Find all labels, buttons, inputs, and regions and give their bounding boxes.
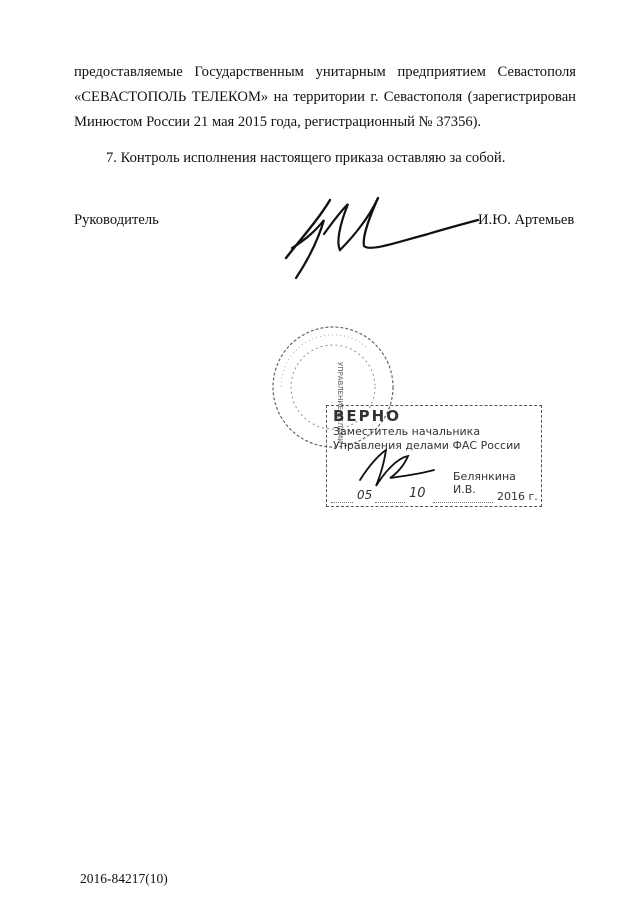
stamp-dotted-line [433, 502, 493, 503]
stamp-year: 2016 г. [497, 490, 538, 503]
item-7-text: 7. Контроль исполнения настоящего приказа оставляю за собой. [106, 150, 506, 166]
stamp-position-line2: Управления делами ФАС России [333, 439, 521, 452]
paragraph-item-7 [106, 146, 576, 171]
stamp-position-line1: Заместитель начальника [333, 425, 481, 438]
stamp-dotted-line [331, 502, 353, 503]
signature-image [278, 190, 488, 280]
stamp-day: 05 [357, 488, 373, 502]
seal-text: УПРАВЛЕНИЕ ДЕЛАМИ [336, 362, 344, 444]
paragraph-continuation [74, 60, 576, 135]
stamp-dotted-line [375, 502, 405, 503]
stamp-label: ВЕРНО [333, 407, 401, 425]
signer-title: Руководитель [74, 212, 159, 228]
paragraph-line: предоставляемые Государственным унитарным предприятием Севастополя [74, 64, 576, 80]
svg-text:· · · · · · · · · · · · · · ·: · · · · · · · · · · · · · · · · · · · · · · · · · · · · · · [277, 331, 369, 388]
paragraph-line: Минюстом России 21 мая 2015 года, регистрационный № 37356). [74, 114, 482, 130]
stamp-month: 10 [409, 486, 426, 501]
paragraph-line: «СЕВАСТОПОЛЬ ТЕЛЕКОМ» на территории г. Севастополя (зарегистрирован [74, 89, 576, 105]
document-number: 2016-84217(10) [80, 871, 168, 886]
stamp-name: Белянкина И.В. [453, 470, 516, 496]
signer-name: И.Ю. Артемьев [478, 212, 575, 228]
stamp-signature-image [350, 440, 440, 500]
